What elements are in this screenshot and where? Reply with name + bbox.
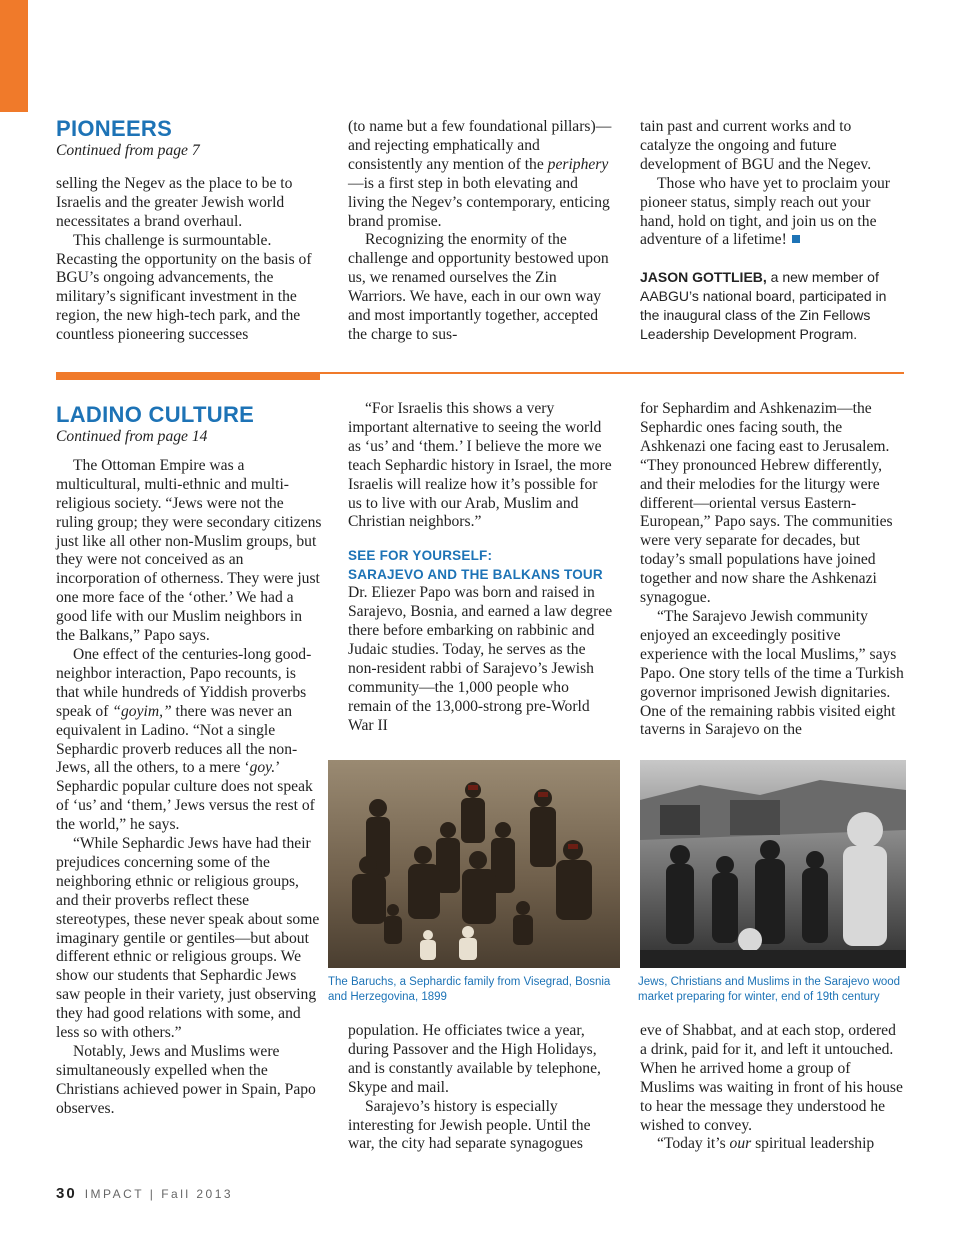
pioneers-column-2 [348, 118, 614, 345]
paragraph: Sarajevo’s history is especially interesting for Jewish people. Until the war, the city had separate synagogues [348, 1097, 591, 1153]
pioneers-column-3 [640, 118, 906, 344]
publication-name: IMPACT | Fall 2013 [84, 1187, 234, 1201]
market-photo-illustration [640, 760, 906, 968]
ladino-column-2-bottom [348, 1022, 614, 1154]
paragraph: Those who have yet to proclaim your pioneer status, simply reach out your hand, hold on tight, and join us on the adventure of a lifetime! [640, 174, 890, 249]
paragraph: The Ottoman Empire was a multicultural, multi-ethnic and multi-religious society. “Jews were not the ruling group; they were secondary citizens just like all other non-Muslim groups, but they were not conceived as an incorporation of otherness. They were just one more face of the ‘other.’ We had a good life with our Muslim neighbors in the Balkans,” Papo says. [56, 456, 322, 645]
photo-2-caption: Jews, Christians and Muslims in the Sarajevo wood market preparing for winter, end of 19th century [638, 976, 901, 1003]
paragraph: “While Sephardic Jews have had their prejudices concerning some of the neighboring ethnic or religious groups, and their proverbs reflect these stereotypes, these never speak about some imaginary gentile or gentiles—but about different ethnic or religious groups. We show our students that Sephardic Jews saw people in their variety, just observing they had good relations with some, and less so with others.” [56, 835, 320, 1042]
orange-edge-tab [0, 0, 28, 112]
paragraph: tain past and current works and to catalyze the ongoing and future development of BGU and the Negev. [640, 118, 872, 173]
section-divider-accent [56, 372, 320, 380]
ladino-continued: Continued from page 14 [56, 428, 208, 445]
paragraph: “The Sarajevo Jewish community enjoyed an exceedingly positive experience with the local Muslims,” says Papo. One story tells of the time a Turkish governor imprisoned Jewish dignitaries. One of the remaining rabbis visited eight taverns in Sarajevo on the [640, 607, 904, 739]
end-mark-icon [792, 235, 800, 243]
paragraph: for Sephardim and Ashkenazim—the Sephardic ones facing south, the Ashkenazi one facing east to Jerusalem. “They pronounced Hebrew differently, and their melodies for the liturgy were different—oriental versus Eastern-European,” Papo says. The communities were very separate for decades, but today’s small populations have joined together and now share the Ashkenazi synagogue. [640, 400, 893, 607]
ladino-column-3-top [640, 400, 906, 740]
subheading: SARAJEVO AND THE BALKANS TOUR [348, 567, 603, 583]
pioneers-continued: Continued from page 7 [56, 142, 200, 159]
paragraph: This challenge is surmountable. Recasting the opportunity on the basis of BGU’s ongoing advancements, the military’s significant investment in the region, the new high-tech park, and the countless pioneering successes [56, 231, 312, 344]
paragraph: (to name but a few foundational pillars)—and rejecting emphatically and consistently any mention of the periphery—is a first step in both elevating and living the Negev’s contemporary, enticing brand promise. [348, 118, 612, 230]
photo-1-caption: The Baruchs, a Sephardic family from Visegrad, Bosnia and Herzegovina, 1899 [328, 976, 611, 1003]
paragraph: selling the Negev as the place to be to Israelis and the greater Jewish world necessitates a brand overhaul. [56, 174, 293, 230]
paragraph: “Today it’s our spiritual leadership [657, 1135, 875, 1153]
paragraph: Dr. Eliezer Papo was born and raised in Sarajevo, Bosnia, and earned a law degree there before embarking on rabbinic and Judaic studies. Today, he serves as the non-resident rabbi of Sarajevo’s Jewish community—the 1,000 people who remain of the 13,000-strong pre-World War II [348, 584, 613, 734]
subheading: SEE FOR YOURSELF: [348, 548, 493, 564]
paragraph: Notably, Jews and Muslims were simultaneously expelled when the Christians achieved power in Spain, Papo observes. [56, 1043, 316, 1117]
page-footer [56, 1185, 233, 1202]
ladino-heading: LADINO CULTURE [56, 402, 255, 427]
paragraph: Recognizing the enormity of the challenge and opportunity bestowed upon us, we renamed ourselves the Zin Warriors. We have, each in our own way and most importantly together, accepted the charge to sus- [348, 231, 609, 343]
pioneers-column-1 [56, 116, 322, 345]
author-bio: JASON GOTTLIEB, a new member of AABGU’s national board, participated in the inaugural class of the Zin Fellows Leadership Development Program. [640, 269, 887, 343]
paragraph: population. He officiates twice a year, during Passover and the High Holidays, and is constantly available by telephone, Skype and mail. [348, 1022, 601, 1096]
paragraph: One effect of the centuries-long good-neighbor interaction, Papo recounts, is that while hundreds of Yiddish proverbs speak of “goyim,” there was never an equivalent in Ladino. “Not a single Sephardic proverb reduces all the non-Jews, all the others, to a mere ‘goy.’ Sephardic popular culture does not speak of ‘us’ and ‘them,’ Jews versus the rest of the world,” he says. [56, 645, 315, 834]
market-photo [640, 760, 906, 968]
family-photo [328, 760, 620, 968]
paragraph: “For Israelis this shows a very important alternative to seeing the world as ‘us’ and ‘them.’ I believe the more we teach Sephardic history in Israel, the more Israelis will realize how it’s possible for us to live with our Arab, Muslim and Christian neighbors.” [348, 400, 612, 531]
page-number: 30 [56, 1185, 77, 1202]
paragraph: eve of Shabbat, and at each stop, ordered a drink, paid for it, and left it untouched. When he arrived home a group of Muslims was waiting in front of his house to hear the message they understood he wished to convey. [640, 1022, 903, 1134]
pioneers-heading: PIONEERS [56, 116, 173, 141]
ladino-column-2-top [348, 400, 614, 736]
family-photo-illustration [328, 760, 620, 968]
ladino-column-1 [56, 402, 322, 1119]
ladino-column-3-bottom [640, 1022, 906, 1154]
